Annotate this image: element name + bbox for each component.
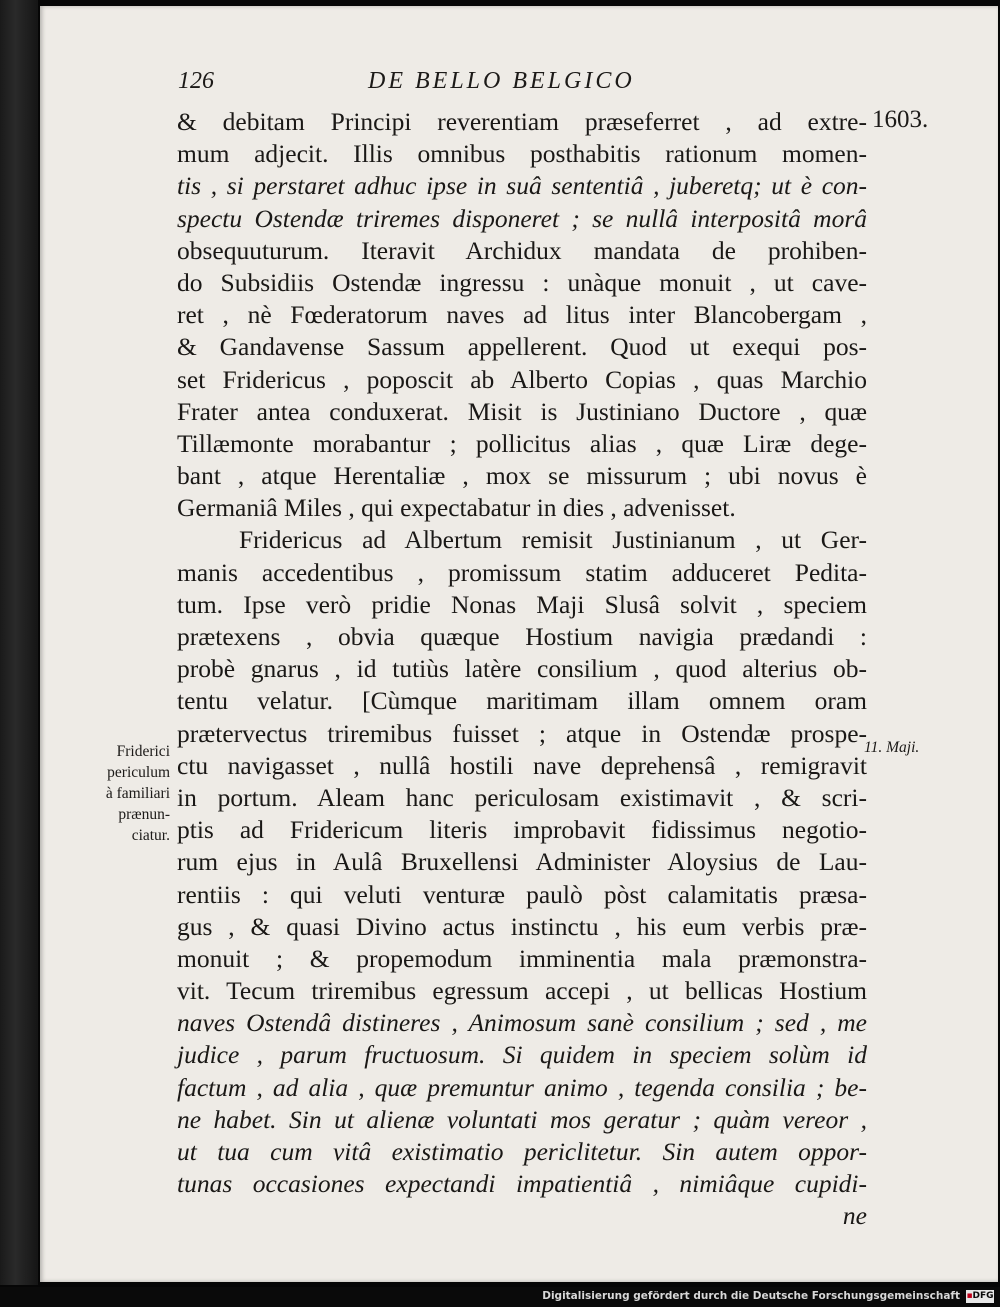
- text-line: bant , atque Herentaliæ , mox se missurum ; ubi novus è: [177, 461, 867, 491]
- dfg-logo: [966, 1290, 994, 1303]
- side-note-line: prænun-: [118, 806, 170, 823]
- text-line: Frater antea conduxerat. Misit is Justiniano Ductore , quæ: [177, 396, 867, 426]
- text-line: probè gnarus , id tutiùs latère consilium , quod alterius ob-: [177, 654, 867, 684]
- body-text: [177, 106, 867, 1233]
- side-note-line: Friderici: [116, 743, 170, 760]
- funding-credit: Digitalisierung gefördert durch die Deutsche Forschungsgemeinschaft: [542, 1290, 960, 1302]
- side-note-line: periculum: [107, 764, 170, 781]
- text-line: prætexens , obvia quæque Hostium navigia prædandi :: [177, 622, 867, 651]
- previous-page-edge: [0, 0, 38, 1285]
- text-line: Tillæmonte morabantur ; pollicitus alias , quæ Liræ dege-: [177, 428, 867, 458]
- text-line: & debitam Principi reverentiam præseferret , ad extre-: [177, 107, 867, 136]
- text-line: ptis ad Fridericum literis improbavit fidissimus negotio-: [177, 815, 867, 845]
- side-note-line: à familiari: [105, 785, 170, 802]
- text-line: tis , si perstaret adhuc ipse in suâ sententiâ , juberetq; ut è con-: [177, 171, 867, 201]
- text-line: obsequuturum. Iteravit Archidux mandata de prohiben-: [177, 235, 867, 265]
- side-note-line: ciatur.: [131, 827, 170, 844]
- book-page: [40, 6, 998, 1282]
- dfg-logo-text: DFG: [972, 1291, 994, 1301]
- text-line: ne habet. Sin ut alienæ voluntati mos geratur ; quàm vereor ,: [177, 1104, 867, 1134]
- text-line: rum ejus in Aulâ Bruxellensi Administer Aloysius de Lau-: [177, 847, 867, 877]
- text-line: factum , ad alia , quæ premuntur animo , tegenda consilia ; be-: [177, 1072, 867, 1102]
- text-line: ctu navigasset , nullâ hostili nave deprehensâ , remigravit: [177, 750, 867, 780]
- text-line: prætervectus triremibus fuisset ; atque in Ostendæ prospe-: [177, 718, 867, 748]
- page-header: [178, 64, 738, 104]
- running-title: DE BELLO BELGICO: [368, 68, 635, 94]
- catchword: ne: [842, 1201, 867, 1231]
- text-line: in portum. Aleam hanc periculosam existimavit , & scri-: [177, 782, 867, 812]
- text-line: judice , parum fructuosum. Si quidem in speciem solùm id: [177, 1040, 867, 1070]
- text-line: monuit ; & propemodum imminentia mala præmonstra-: [177, 943, 867, 973]
- text-line: Germaniâ Miles , qui expectabatur in dies , advenisset.: [177, 493, 736, 523]
- text-line: do Subsidiis Ostendæ ingressu : unàque monuit , ut cave-: [177, 267, 867, 297]
- text-line: tentu velatur. [Cùmque maritimam illam omnem oram: [177, 686, 867, 716]
- text-line: mum adjecit. Illis omnibus posthabitis rationum momen-: [177, 139, 867, 169]
- text-line: ut tua cum vitâ existimatio periclitetur. Sin autem oppor-: [177, 1137, 867, 1166]
- text-line: set Fridericus , poposcit ab Alberto Copias , quas Marchio: [177, 364, 867, 394]
- page-number: 126: [178, 68, 214, 94]
- year-marginal-note: 1603.: [872, 106, 929, 133]
- dfg-logo-mark: ▪: [966, 1291, 973, 1301]
- text-line: tum. Ipse verò pridie Nonas Maji Slusâ solvit , speciem: [177, 589, 867, 619]
- side-note-right: 11. Maji.: [864, 739, 920, 756]
- text-line: & Gandavense Sassum appellerent. Quod ut exequi pos-: [177, 332, 867, 362]
- text-line: spectu Ostendæ triremes disponeret ; se nullâ interpositâ morâ: [177, 203, 867, 233]
- text-line: manis accedentibus , promissum statim adduceret Pedita-: [177, 557, 867, 587]
- text-line: ret , nè Fœderatorum naves ad litus inter Blancobergam ,: [177, 300, 867, 330]
- text-line: Fridericus ad Albertum remisit Justinianum , ut Ger-: [239, 525, 867, 555]
- text-line: naves Ostendâ distineres , Animosum sanè consilium ; sed , me: [177, 1008, 867, 1038]
- text-line: gus , & quasi Divino actus instinctu , his eum verbis præ-: [177, 911, 867, 941]
- side-note-left: [80, 741, 170, 846]
- text-line: vit. Tecum triremibus egressum accepi , ut bellicas Hostium: [177, 976, 867, 1006]
- footer-bar: [0, 1287, 1000, 1307]
- text-line: rentiis : qui veluti venturæ paulò pòst calamitatis præsa-: [177, 879, 867, 909]
- text-line: tunas occasiones expectandi impatientiâ , nimiâque cupidi-: [177, 1169, 867, 1199]
